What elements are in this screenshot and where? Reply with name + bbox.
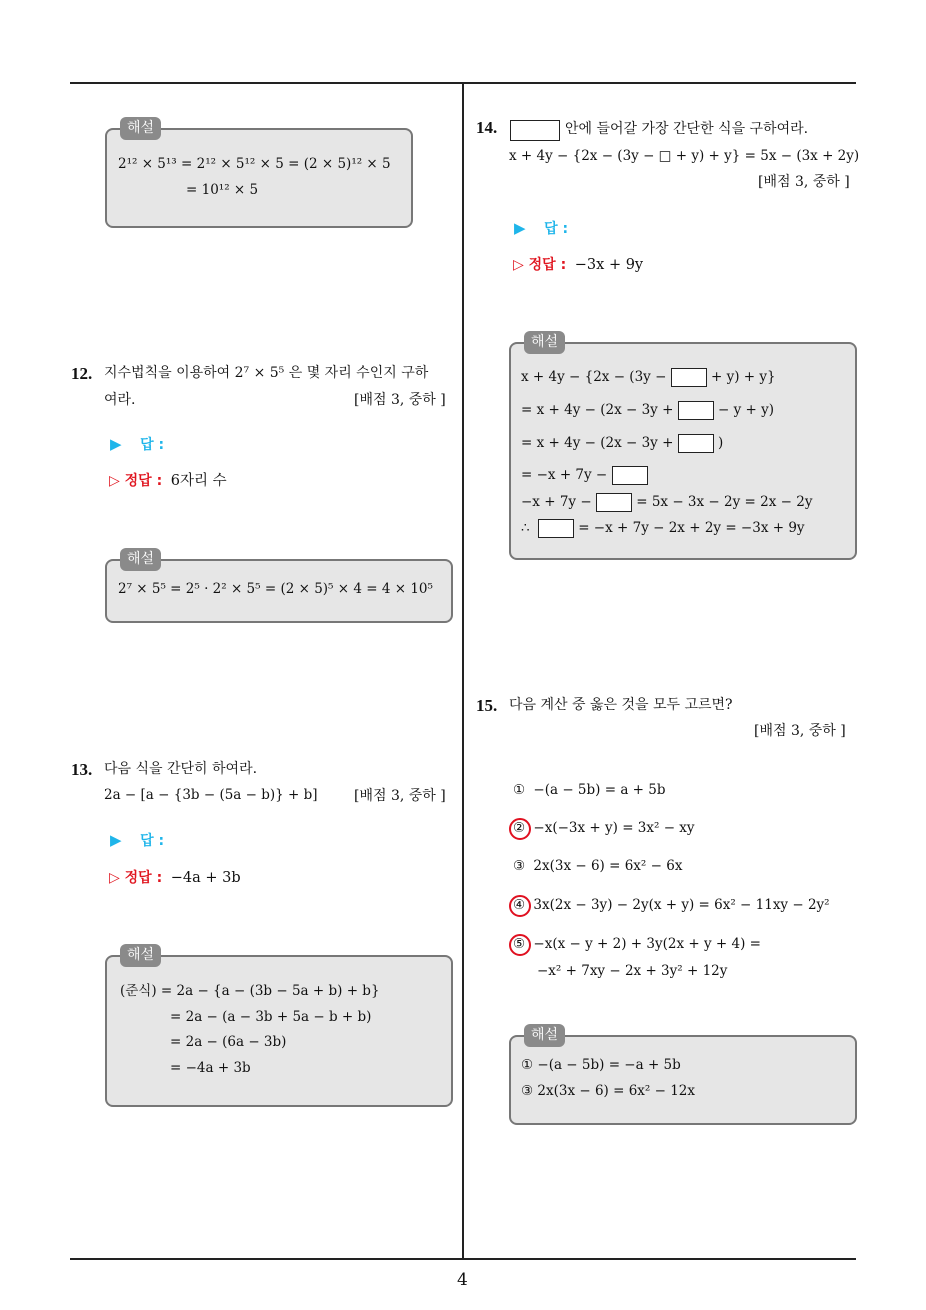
q15-option-1[interactable] <box>513 784 666 798</box>
q14-expl-l2-right: − y + y) <box>718 402 775 418</box>
q14-expl-l4-left: = −x + 7y − <box>521 467 608 483</box>
q12-correct-answer-value: 6자리 수 <box>170 473 227 489</box>
q13-explanation-line1: (준식) = 2a − {a − (3b − 5a + b) + b} <box>120 983 380 999</box>
q13-question-line1: 다음 식을 간단히 하여라. <box>104 761 258 777</box>
q14-expl-blank-2 <box>678 401 714 420</box>
option-1-text: −(a − 5b) = a + 5b <box>533 782 666 798</box>
answer-arrow-icon: ▶ <box>110 435 122 453</box>
option-4-selected-circle-icon <box>509 895 531 917</box>
q14-expl-l6-left: ∴ <box>521 520 530 536</box>
option-2-text: −x(−3x + y) = 3x² − xy <box>533 820 695 836</box>
q13-explanation-tag: 해설 <box>120 944 161 967</box>
q14-expl-l3-left: = x + 4y − (2x − 3y + <box>521 435 674 451</box>
q14-score-meta: [배점 3, 중하 ] <box>758 174 850 190</box>
q15-question-line1: 다음 계산 중 옳은 것을 모두 고르면? <box>509 697 733 713</box>
option-3-text: 2x(3x − 6) = 6x² − 6x <box>533 858 683 874</box>
option-5-text: −x(x − y + 2) + 3y(2x + y + 4) = <box>533 936 761 952</box>
q15-option-4[interactable] <box>513 899 830 913</box>
q15-score-meta: [배점 3, 중하 ] <box>754 723 846 739</box>
q12-explanation-text: 2⁷ × 5⁵ = 2⁵ · 2² × 5⁵ = (2 × 5)⁵ × 4 = 4 × 10⁵ <box>118 581 433 597</box>
q15-option-5-continued: −x² + 7xy − 2x + 3y² + 12y <box>537 963 728 979</box>
q12-answer-row <box>110 437 164 453</box>
option-4-text: 3x(2x − 3y) − 2y(x + y) = 6x² − 11xy − 2y² <box>533 897 830 913</box>
q15-explanation-line1: ① −(a − 5b) = −a + 5b <box>521 1057 681 1073</box>
q14-explanation-line2 <box>521 401 774 420</box>
option-4-mark: ④ <box>513 897 526 913</box>
q12-score-meta: [배점 3, 중하 ] <box>354 392 446 408</box>
q13-expression: 2a − [a − {3b − (5a − b)} + b] <box>104 787 318 803</box>
q14-explanation-line1 <box>521 368 776 387</box>
q13-correct-answer-label: ▷ 정답 : <box>109 870 163 886</box>
option-1-mark: ① <box>513 782 526 798</box>
q11-explanation-tag: 해설 <box>120 117 161 140</box>
q14-blank-box <box>510 120 560 141</box>
q14-number: 14. <box>476 118 498 137</box>
q14-explanation-line5 <box>521 493 812 512</box>
q14-expl-l6-right: = −x + 7y − 2x + 2y = −3x + 9y <box>578 520 805 536</box>
q14-expl-l1-right: + y) + y} <box>710 369 776 385</box>
q12-answer-label: 답 : <box>140 437 165 453</box>
q14-expl-l3-right: ) <box>718 435 724 451</box>
option-2-selected-circle-icon <box>509 818 531 840</box>
q14-expl-l1-left: x + 4y − {2x − (3y − <box>521 369 667 385</box>
option-2-mark: ② <box>513 820 526 836</box>
q13-correct-answer-value: −4a + 3b <box>170 870 241 886</box>
q13-answer-row <box>110 833 164 849</box>
q14-correct-answer-row <box>513 258 643 273</box>
q14-expl-l5-left: −x + 7y − <box>521 494 592 510</box>
option-5-mark: ⑤ <box>513 936 526 952</box>
q14-expl-blank-5 <box>596 493 632 512</box>
q12-question-line1: 지수법칙을 이용하여 2⁷ × 5⁵ 은 몇 자리 수인지 구하 <box>104 365 429 381</box>
q15-option-3[interactable] <box>513 860 682 874</box>
bottom-rule <box>70 1258 856 1260</box>
q12-explanation-tag: 해설 <box>120 548 161 571</box>
q11-explanation-box <box>105 128 413 228</box>
q14-correct-answer-label: ▷ 정답 : <box>513 257 567 273</box>
q15-option-5[interactable] <box>513 938 761 952</box>
column-divider <box>462 83 464 1259</box>
q12-correct-answer-label: ▷ 정답 : <box>109 473 163 489</box>
q13-score-meta: [배점 3, 중하 ] <box>354 788 446 804</box>
page-number: 4 <box>457 1270 468 1290</box>
q13-correct-answer-row <box>109 871 241 886</box>
q14-expl-l5-right: = 5x − 3x − 2y = 2x − 2y <box>636 494 813 510</box>
q11-explanation-line2: = 10¹² × 5 <box>186 182 259 198</box>
q15-number: 15. <box>476 696 498 715</box>
q14-explanation-line6 <box>521 519 805 538</box>
q13-explanation-box <box>105 955 453 1107</box>
q15-explanation-line2: ③ 2x(3x − 6) = 6x² − 12x <box>521 1083 696 1099</box>
q14-answer-label: 답 : <box>544 221 569 237</box>
q15-explanation-tag: 해설 <box>524 1024 565 1047</box>
q14-explanation-line3 <box>521 434 723 453</box>
q14-expl-blank-1 <box>671 368 707 387</box>
q14-explanation-tag: 해설 <box>524 331 565 354</box>
q12-correct-answer-row <box>109 474 227 489</box>
q14-expl-l2-left: = x + 4y − (2x − 3y + <box>521 402 674 418</box>
q13-number: 13. <box>71 760 93 779</box>
answer-arrow-icon: ▶ <box>110 831 122 849</box>
q14-explanation-line4 <box>521 466 648 485</box>
answer-arrow-icon: ▶ <box>514 219 526 237</box>
q13-explanation-line3: = 2a − (6a − 3b) <box>170 1034 287 1050</box>
q11-explanation-line1: 2¹² × 5¹³ = 2¹² × 5¹² × 5 = (2 × 5)¹² × 5 <box>118 156 391 172</box>
q14-answer-row <box>514 221 568 237</box>
q14-correct-answer-value: −3x + 9y <box>574 257 644 273</box>
q13-explanation-line2: = 2a − (a − 3b + 5a − b + b) <box>170 1009 372 1025</box>
option-5-selected-circle-icon <box>509 934 531 956</box>
q15-option-2[interactable] <box>513 822 695 836</box>
option-3-mark: ③ <box>513 858 526 874</box>
q14-expl-blank-4 <box>612 466 648 485</box>
q14-expression: x + 4y − {2x − (3y − □ + y) + y} = 5x − (3x + 2y) <box>509 148 860 164</box>
q13-answer-label: 답 : <box>140 833 165 849</box>
q13-explanation-line4: = −4a + 3b <box>170 1060 251 1076</box>
q14-question-line1: 안에 들어갈 가장 간단한 식을 구하여라. <box>565 121 809 137</box>
q14-expl-blank-3 <box>678 434 714 453</box>
q15-explanation-box <box>509 1035 857 1125</box>
q12-question-line2: 여라. <box>104 392 136 408</box>
q14-expl-blank-6 <box>538 519 574 538</box>
q12-number: 12. <box>71 364 93 383</box>
